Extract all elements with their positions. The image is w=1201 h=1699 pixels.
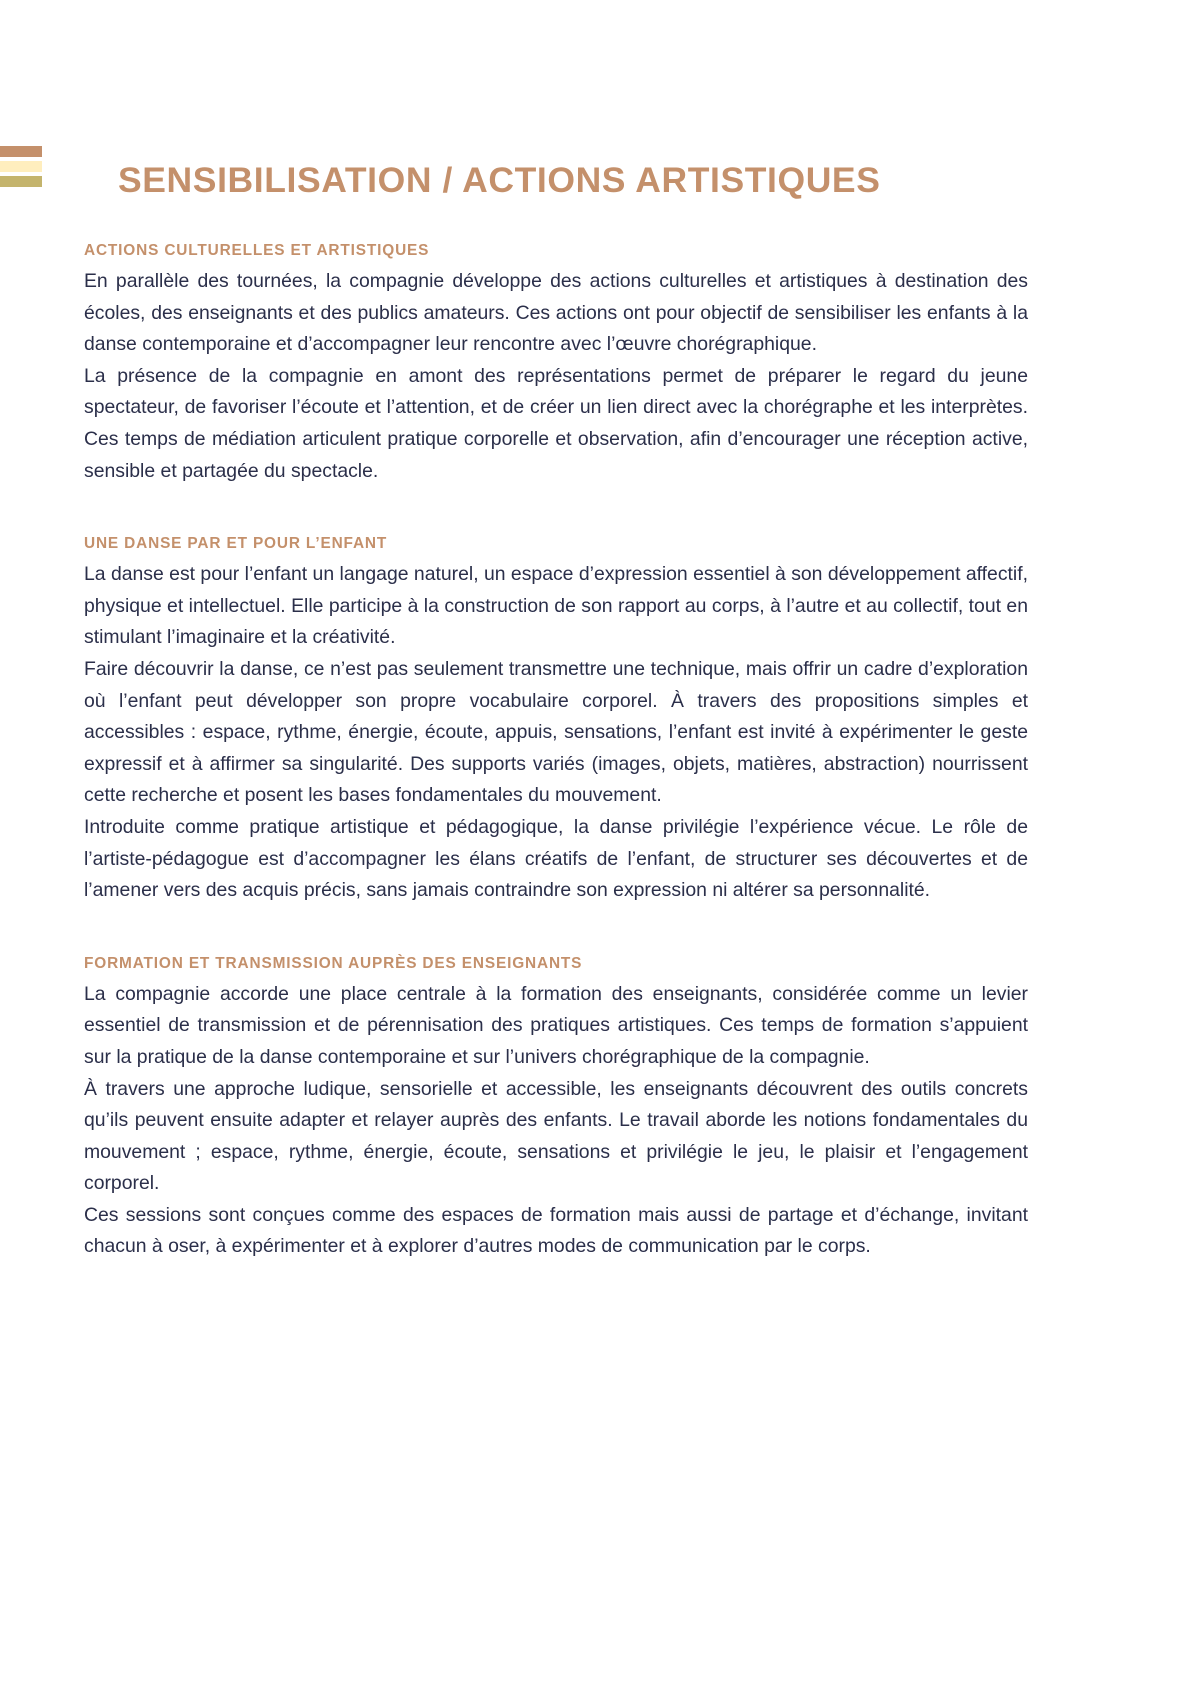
- section-heading: UNE DANSE PAR ET POUR L’ENFANT: [84, 535, 388, 553]
- section-heading: ACTIONS CULTURELLES ET ARTISTIQUES: [84, 242, 430, 259]
- content-section: [84, 241, 1028, 487]
- section-heading: FORMATION ET TRANSMISSION AUPRÈS DES ENSEIGNANTS: [84, 954, 583, 972]
- section-body: [84, 559, 1028, 907]
- content-section: [84, 954, 1028, 1263]
- bar-tan-icon: [0, 146, 42, 157]
- paragraph: Faire découvrir la danse, ce n’est pas seulement transmettre une technique, mais offrir un cadre d’exploration où l’enfant peut développer son propre vocabulaire corporel. À travers des propositions simples et accessibles : espace, rythme, énergie, écoute, appuis, sensations, l’enfant est invité à expérimenter le geste expressif et à affirmer sa singularité. Des supports variés (images, objets, matières, abstraction) nourrissent cette recherche et posent les bases fondamentales du mouvement.: [84, 657, 1028, 807]
- paragraph: À travers une approche ludique, sensorielle et accessible, les enseignants découvrent des outils concrets qu’ils peuvent ensuite adapter et relayer auprès des enfants. Le travail aborde les notions fondamentales du mouvement ; espace, rythme, énergie, écoute, sensations et privilégie le jeu, le plaisir et l’engagement corporel.: [84, 1077, 1028, 1195]
- paragraph: Ces sessions sont conçues comme des espaces de formation mais aussi de partage et d’échange, invitant chacun à oser, à expérimenter et à explorer d’autres modes de communication par le corps.: [84, 1203, 1028, 1258]
- content-section: [84, 534, 1028, 907]
- paragraph: En parallèle des tournées, la compagnie développe des actions culturelles et artistiques à destination des écoles, des enseignants et des publics amateurs. Ces actions ont pour objectif de sensibiliser les enfants à la danse contemporaine et d’accompagner leur rencontre avec l’œuvre chorégraphique.: [84, 270, 1028, 356]
- paragraph: La compagnie accorde une place centrale à la formation des enseignants, considérée comme un levier essentiel de transmission et de pérennisation des pratiques artistiques. Ces temps de formation s’appuient sur la pratique de la danse contemporaine et sur l’univers chorégraphique de la compagnie.: [84, 982, 1028, 1068]
- bar-olive-icon: [0, 176, 42, 187]
- content-column: [84, 241, 1028, 1263]
- paragraph: Introduite comme pratique artistique et pédagogique, la danse privilégie l’expérience vécue. Le rôle de l’artiste-pédagogue est d’accompagner les élans créatifs de l’enfant, de structurer ses découvertes et de l’amener vers des acquis précis, sans jamais contraindre son expression ni altérer sa personnalité.: [84, 815, 1028, 902]
- page-title: SENSIBILISATION / ACTIONS ARTISTIQUES: [118, 159, 881, 200]
- section-body: [84, 266, 1028, 487]
- section-body: [84, 979, 1028, 1263]
- paragraph: La danse est pour l’enfant un langage naturel, un espace d’expression essentiel à son développement affectif, physique et intellectuel. Elle participe à la construction de son rapport au corps, à l’autre et au collectif, tout en stimulant l’imaginaire et la créativité.: [84, 563, 1028, 649]
- decorative-bar-mark: [0, 146, 42, 187]
- paragraph: La présence de la compagnie en amont des représentations permet de préparer le regard du jeune spectateur, de favoriser l’écoute et l’attention, et de créer un lien direct avec la chorégraphe et les interprètes. Ces temps de médiation articulent pratique corporelle et observation, afin d’encourager une réception active, sensible et partagée du spectacle.: [84, 364, 1028, 482]
- bar-cream-icon: [0, 161, 42, 172]
